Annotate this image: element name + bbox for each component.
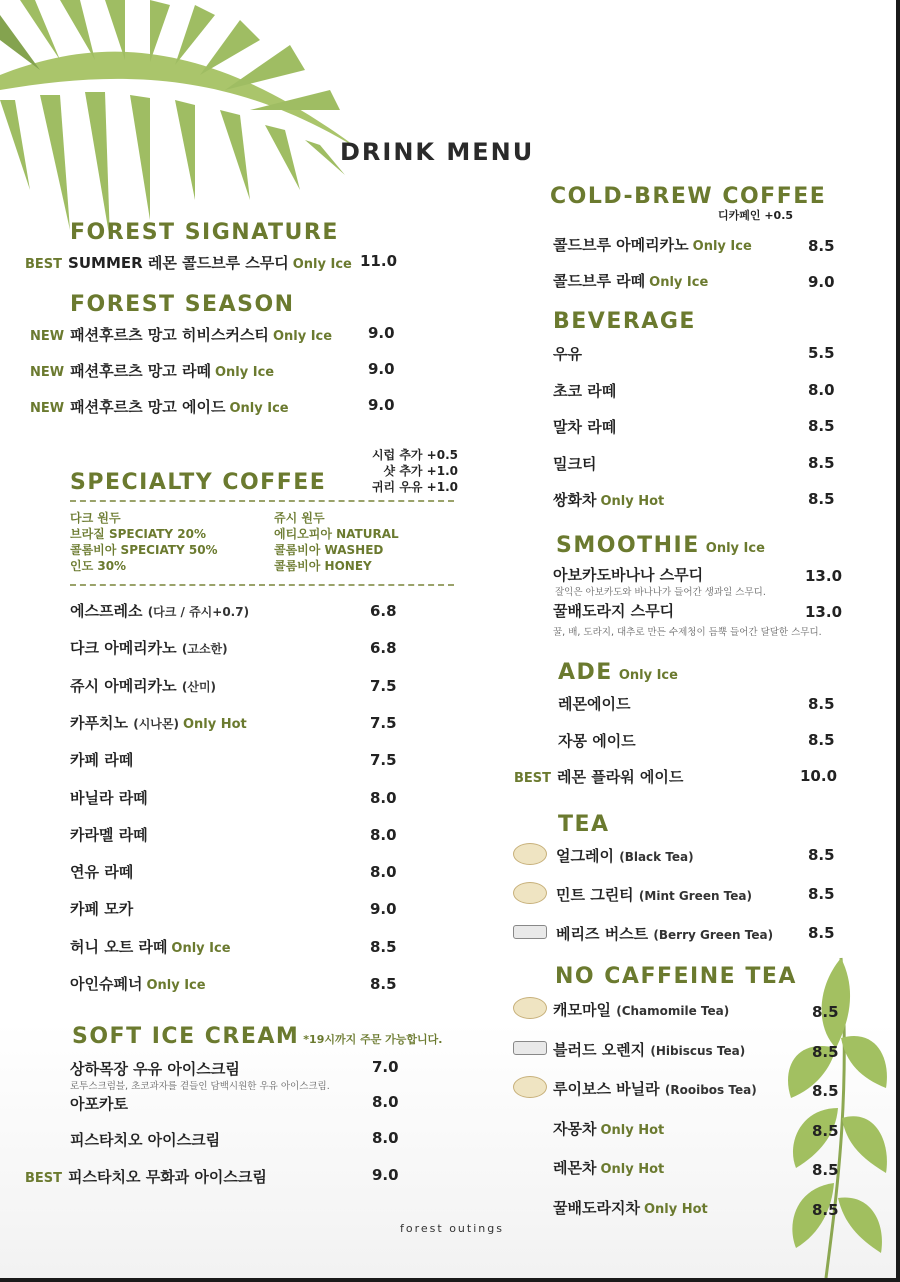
section-title-forest-signature: FOREST SIGNATURE: [70, 220, 339, 245]
item-name: 루이보스 바닐라: [553, 1080, 660, 1098]
item-price: 8.5: [812, 1082, 839, 1100]
item-price: 8.5: [808, 453, 835, 472]
item-name: 에스프레소: [70, 602, 143, 620]
menu-item: [553, 453, 596, 474]
menu-item: [70, 675, 216, 696]
item-price: 8.5: [808, 417, 835, 435]
section-title-smoothie: [556, 533, 765, 558]
section-option: Only Ice: [618, 668, 678, 683]
item-price: 8.5: [812, 1200, 839, 1219]
item-name: 다크 아메리카노: [70, 639, 177, 658]
item-english-name: (Berry Green Tea): [653, 928, 774, 942]
item-name: 민트 그린티: [556, 886, 634, 904]
extra-shot: 샷 추가 +1.0: [383, 464, 458, 478]
item-price: 9.0: [368, 360, 395, 378]
item-price: 8.5: [808, 885, 835, 903]
tea-brand-logo: [513, 1076, 547, 1098]
menu-item: 레몬에이드: [558, 695, 631, 713]
bean-line: 인도 30%: [70, 559, 127, 573]
item-name: 카푸치노: [70, 713, 128, 732]
item-note: (고소한): [181, 642, 228, 657]
item-price: 7.5: [370, 751, 397, 770]
dark-beans: [70, 510, 218, 574]
item-option: Only Ice: [272, 329, 333, 344]
item-price: 8.5: [370, 975, 397, 993]
menu-item: [553, 489, 664, 510]
section-title-text: SOFT ICE CREAM: [72, 1024, 300, 1049]
tea-brand-logo: [513, 882, 547, 904]
menu-item: [70, 898, 133, 919]
item-price: 8.5: [808, 695, 835, 713]
item-price: 6.8: [370, 602, 397, 620]
menu-item: [70, 824, 148, 845]
menu-item: 아보카도바나나 스무디: [553, 566, 704, 584]
menu-item: [553, 416, 616, 437]
bean-line: 에티오피아 NATURAL: [274, 527, 399, 541]
item-price: 8.5: [808, 237, 835, 255]
menu-item: [553, 1118, 664, 1139]
item-price: 11.0: [360, 252, 398, 270]
section-title-tea: TEA: [558, 812, 610, 837]
item-price: 8.0: [370, 788, 397, 807]
item-name: 콜드브루 아메리카노: [553, 236, 689, 254]
item-price: 6.8: [370, 639, 397, 658]
item-english-name: (Black Tea): [619, 850, 694, 864]
best-badge: BEST: [25, 1171, 63, 1186]
bean-line: 콜롬비아 HONEY: [274, 559, 372, 573]
item-name: 레몬차: [553, 1159, 597, 1177]
extra-oat-milk: 귀리 우유 +1.0: [371, 480, 458, 494]
item-option: Only Hot: [182, 716, 247, 732]
item-price: 8.0: [372, 1129, 399, 1147]
item-option: Only Ice: [292, 257, 352, 272]
item-price: 13.0: [805, 603, 843, 621]
menu-item: [70, 787, 148, 808]
item-price: 9.0: [372, 1166, 399, 1184]
new-badge: NEW: [30, 401, 65, 416]
menu-item: [70, 600, 249, 621]
menu-item: [30, 396, 289, 417]
item-price: 8.0: [372, 1093, 399, 1111]
item-price: 8.5: [812, 1161, 839, 1179]
item-name: 베리즈 버스트: [556, 925, 649, 943]
item-note: (시나몬): [133, 716, 179, 731]
menu-item: [556, 884, 752, 905]
menu-item: [556, 923, 773, 944]
item-option: Only Ice: [171, 940, 231, 956]
menu-item: [553, 1078, 757, 1099]
section-title-no-caffeine-tea: NO CAFFEINE TEA: [555, 964, 797, 989]
section-title-beverage: BEVERAGE: [553, 309, 696, 334]
item-price: 9.0: [368, 324, 395, 342]
item-price: 8.0: [808, 380, 835, 399]
item-price: 13.0: [805, 567, 843, 585]
menu-item: 피스타치오 아이스크림: [70, 1131, 221, 1149]
bean-line: 다크 원두: [70, 511, 121, 525]
bean-info: [70, 510, 454, 586]
tea-brand-logo: [513, 1041, 547, 1055]
footer-brand: forest outings: [400, 1222, 504, 1235]
menu-item: [70, 973, 206, 994]
item-english-name: (Rooibos Tea): [664, 1083, 757, 1097]
item-option: Only Ice: [214, 365, 275, 380]
item-option: Only Hot: [600, 494, 665, 509]
section-title-text: SMOOTHIE: [556, 533, 700, 558]
item-name: 아인슈페너: [70, 975, 143, 993]
item-name: 카페 라떼: [70, 751, 134, 770]
item-name: 연유 라떼: [70, 863, 134, 882]
menu-item: [553, 999, 729, 1020]
tea-brand-logo: [513, 997, 547, 1019]
juicy-beans: [274, 510, 399, 574]
menu-item: [30, 324, 332, 345]
menu-item: 꿀배도라지 스무디: [553, 602, 675, 620]
page-title: DRINK MENU: [340, 138, 535, 166]
section-title-forest-season: FOREST SEASON: [70, 292, 295, 317]
item-price: 8.5: [808, 846, 835, 864]
item-price: 7.5: [370, 676, 397, 695]
item-name: 얼그레이: [556, 847, 614, 865]
item-price: 7.5: [370, 713, 397, 732]
section-title-specialty-coffee: SPECIALTY COFFEE: [70, 470, 327, 495]
item-description: 로투스크럼블, 초코과자를 곁들인 담백시원한 우유 아이스크림.: [70, 1081, 330, 1092]
menu-item: [553, 270, 708, 291]
menu-item: [70, 936, 231, 957]
item-name: 허니 오트 라떼: [70, 937, 168, 956]
order-time-note: *19시까지 주문 가능합니다.: [303, 1033, 443, 1046]
menu-item: 자몽 에이드: [558, 732, 636, 750]
item-english-name: (Hibiscus Tea): [650, 1043, 746, 1058]
coffee-extras: [340, 447, 458, 495]
item-price: 8.5: [370, 937, 397, 956]
item-name: 카페 모카: [70, 900, 134, 919]
item-option: Only Ice: [229, 401, 289, 416]
item-option: Only Hot: [643, 1201, 708, 1217]
menu-item: [553, 1039, 745, 1060]
item-option: Only Ice: [649, 275, 709, 290]
section-title-text: ADE: [558, 660, 613, 685]
item-name: 캐모마일: [553, 1001, 611, 1019]
item-note: (다크 / 쥬시+0.7): [147, 605, 250, 619]
item-name: 카라멜 라떼: [70, 825, 148, 844]
item-name: 콜드브루 라떼: [553, 272, 646, 290]
divider: [70, 500, 454, 502]
item-name: 우유: [553, 345, 582, 363]
new-badge: NEW: [30, 365, 65, 380]
bean-line: 쥬시 원두: [274, 511, 325, 525]
item-name: 밀크티: [553, 454, 597, 473]
menu-item: [70, 637, 228, 658]
menu-item: [553, 1197, 708, 1218]
item-name: SUMMER 레몬 콜드브루 스무디: [68, 254, 289, 272]
new-badge: NEW: [30, 329, 65, 344]
item-note: (산미): [181, 679, 217, 694]
menu-item: 상하목장 우유 아이스크림: [70, 1060, 240, 1078]
bean-line: 콜롬비아 SPECIATY 50%: [70, 543, 218, 557]
item-english-name: (Mint Green Tea): [638, 889, 752, 903]
item-price: 10.0: [800, 767, 838, 785]
item-name: 패션후르츠 망고 에이드: [70, 398, 226, 416]
item-price: 8.5: [812, 1003, 839, 1021]
best-badge: BEST: [514, 771, 552, 786]
section-title-soft-ice-cream: [72, 1024, 442, 1049]
section-title-cold-brew: COLD-BREW COFFEE: [550, 184, 827, 209]
tea-brand-logo: [513, 925, 547, 939]
menu-item: [70, 749, 133, 770]
menu-item: 아포카토: [70, 1095, 128, 1113]
menu-item: [553, 380, 616, 401]
menu-item: [25, 252, 352, 273]
item-option: Only Hot: [600, 1162, 665, 1177]
item-price: 8.5: [812, 1121, 839, 1140]
item-name: 초코 라떼: [553, 381, 617, 400]
item-name: 레몬 플라워 에이드: [557, 768, 684, 786]
menu-item: [30, 360, 274, 381]
item-name: 쥬시 아메리카노: [70, 676, 177, 695]
item-name: 블러드 오렌지: [553, 1040, 646, 1059]
item-description: 꿀, 배, 도라지, 대추로 만든 수제청이 듬뿍 들어간 달달한 스무디.: [553, 627, 822, 638]
item-name: 바닐라 라떼: [70, 788, 148, 807]
item-name: 패션후르츠 망고 라떼: [70, 362, 211, 380]
item-price: 8.5: [808, 924, 835, 942]
item-name: 자몽차: [553, 1119, 597, 1138]
item-option: Only Hot: [600, 1122, 665, 1138]
menu-item: [553, 1157, 664, 1178]
item-english-name: (Chamomile Tea): [616, 1004, 730, 1018]
item-price: 8.0: [370, 825, 397, 844]
menu-item: [556, 845, 694, 866]
item-name: 피스타치오 무화과 아이스크림: [68, 1168, 267, 1186]
item-price: 8.5: [812, 1042, 839, 1061]
item-price: 9.0: [368, 396, 395, 414]
item-price: 8.5: [808, 490, 835, 508]
item-price: 9.0: [808, 273, 835, 291]
item-name: 꿀배도라지차: [553, 1198, 640, 1217]
item-description: 잘익은 아보카도와 바나나가 들어간 생과일 스무디.: [555, 587, 766, 598]
menu-item: [70, 712, 247, 733]
item-option: Only Ice: [692, 239, 752, 254]
item-option: Only Ice: [146, 978, 206, 993]
item-name: 쌍화차: [553, 491, 597, 509]
bean-line: 콜롬비아 WASHED: [274, 543, 384, 557]
bean-line: 브라질 SPECIATY 20%: [70, 527, 206, 541]
tea-brand-logo: [513, 843, 547, 865]
item-price: 8.0: [370, 863, 397, 882]
menu-item: [553, 343, 582, 364]
menu-item: [70, 861, 133, 882]
best-badge: BEST: [25, 257, 63, 272]
menu-item: [25, 1166, 267, 1187]
branch-leaf-illustration: [766, 948, 896, 1278]
item-name: 패션후르츠 망고 히비스커스티: [70, 326, 269, 344]
extra-syrup: 시럽 추가 +0.5: [371, 448, 458, 462]
item-price: 8.5: [808, 731, 835, 749]
menu-item: [514, 766, 683, 787]
decaf-note: 디카페인 +0.5: [718, 209, 794, 222]
item-price: 9.0: [370, 900, 397, 919]
section-title-ade: [558, 660, 678, 685]
menu-item: [553, 234, 752, 255]
section-option: Only Ice: [705, 541, 765, 556]
item-price: 7.0: [372, 1058, 399, 1076]
item-price: 5.5: [808, 344, 835, 362]
item-name: 말차 라떼: [553, 418, 617, 436]
